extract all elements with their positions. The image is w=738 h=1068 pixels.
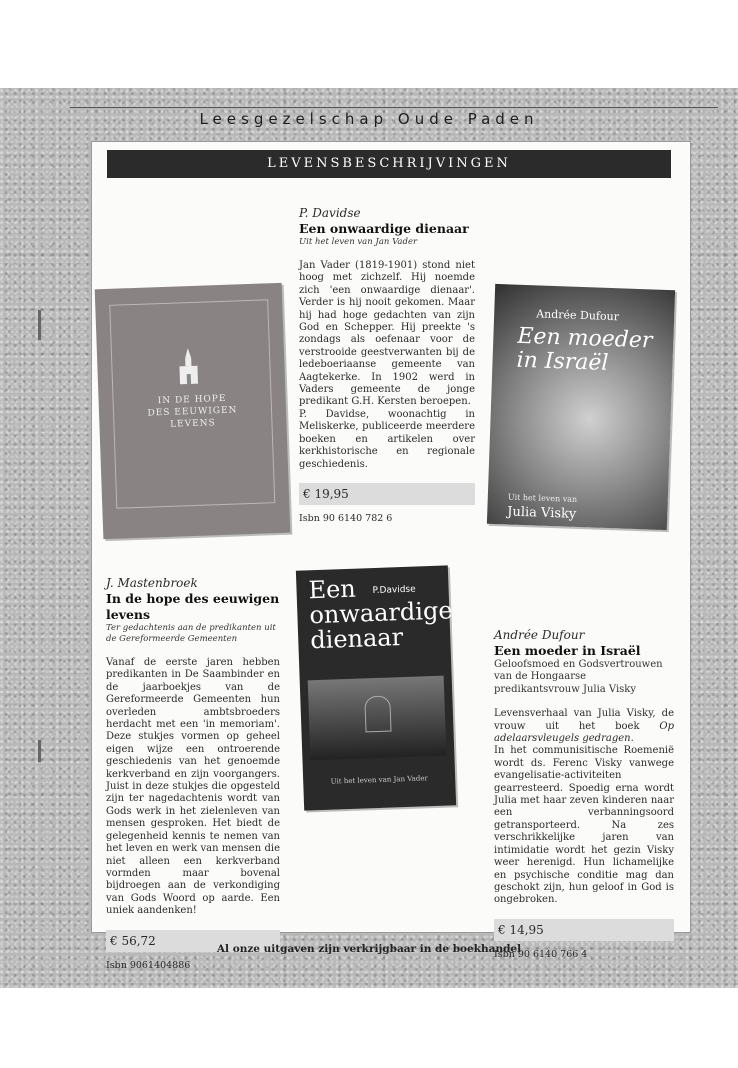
book-subtitle: Uit het leven van Jan Vader [299,237,418,247]
book-title: Een onwaardige dienaar [299,221,469,236]
book-title: In de hope des eeuwigen levens [106,591,280,622]
price-tag: € 14,95 [494,919,674,941]
price-tag: € 19,95 [299,483,475,505]
book-subtitle: Ter gedachtenis aan de predikanten uit de Gereformeerde Gemeenten [106,623,276,644]
scan-mark [38,310,41,340]
book-author: J. Mastenbroek [106,576,198,590]
cover-title: Een moeder in Israël [516,323,653,376]
book-title: Een moeder in Israël [494,643,641,658]
book-description: Levensverhaal van Julia Visky, de vrouw uit het boek Op adelaarsvleugels gedragen. In het communisitische Roemenië wordt ds. Ferenc Visky vanwege evangelisatie-activiteiten gearresteerd. Spoedig erna wordt Julia met haar zeven kinderen naar een verbanningsoord getransporteerd. Na zes verschrikkelijke jaren van intimidatie wordt het gezin Visky weer herenigd. Hun lichamelijke en psychische conditie mag dan geschokt zijn, hun geloof in God is ongebroken. [494,708,674,906]
book-description: Jan Vader (1819-1901) stond niet hoog met zichzelf. Hij noemde zich 'een onwaardige dienaar'. Verder is hij nooit gekomen. Maar hij had hoge gedachten van zijn God en Schepper. Hij preekte 's zondags als oefenaar voor de verstrooide geestverwanten bij de ledeboeriaanse gemeente van Aagtekerke. In 1902 werd in Vaders gemeente de jonge predikant G.H. Kersten beroepen. P. Davidse, woonachtig in Meliskerke, publiceerde meerdere boeken en artikelen over kerkhistorische en regionale geschiedenis. [299,260,475,470]
cover-subtitle: Uit het leven van [507,492,578,504]
cover-title: IN DE HOPE DES EEUWIGEN LEVENS [147,393,238,430]
cover-title: Een onwaardige dienaar [308,574,453,655]
header-rule [70,107,718,108]
book-author: P. Davidse [299,206,361,220]
book-entry-mastenbroek [106,576,280,972]
page-header-title: Leesgezelschap Oude Paden [199,110,539,128]
cover-author: Andrée Dufour [535,307,620,324]
book-cover-moeder[interactable] [487,284,675,530]
cover-author: P.Davidse [372,584,416,597]
cover-subtitle: Uit het leven van Jan Vader [330,774,428,786]
price-tag: € 56,72 [106,930,280,952]
cover-photo [308,676,447,761]
book-author: Andrée Dufour [494,628,585,642]
book-entry-davidse [299,206,475,525]
isbn-label: Isbn 9061404886 [106,959,191,971]
isbn-label: Isbn 90 6140 782 6 [299,512,393,524]
isbn-label: Isbn 90 6140 766 4 [494,948,588,960]
book-cover-hope[interactable] [95,283,291,539]
section-banner: LEVENSBESCHRIJVINGEN [107,150,671,178]
book-subtitle: Geloofsmoed en Godsvertrouwen van de Hongaarse predikantsvrouw Julia Visky [494,659,663,695]
book-description: Vanaf de eerste jaren hebben predikanten in De Saambinder en de jaarboekjes van de Gereformeerde Gemeenten hun overleden ambtsbroeders herdacht met een 'in memoriam'. Deze stukjes vormen op geheel eigen wijze een ontroerende geschiedenis van het genoemde kerkverband en zijn voorgangers. Juist in deze stukjes die opgesteld zijn ter nagedachtenis wordt van Gods werk in het zielenleven van mensen gesproken. Het biedt de gelegenheid kennis te nemen van het leven en werk van mensen die niet alleen een kerkverband vormden maar bovenal bijdroegen aan de verkondiging van Gods Woord op aarde. Een uniek aandenken! [106,657,280,917]
scan-mark [38,740,41,762]
footer-text: Al onze uitgaven zijn verkrijgbaar in de boekhandel [216,943,522,955]
book-cover-dienaar[interactable] [296,565,456,810]
cover-name: Julia Visky [507,504,577,522]
book-entry-dufour [494,628,674,961]
church-icon [175,348,202,385]
